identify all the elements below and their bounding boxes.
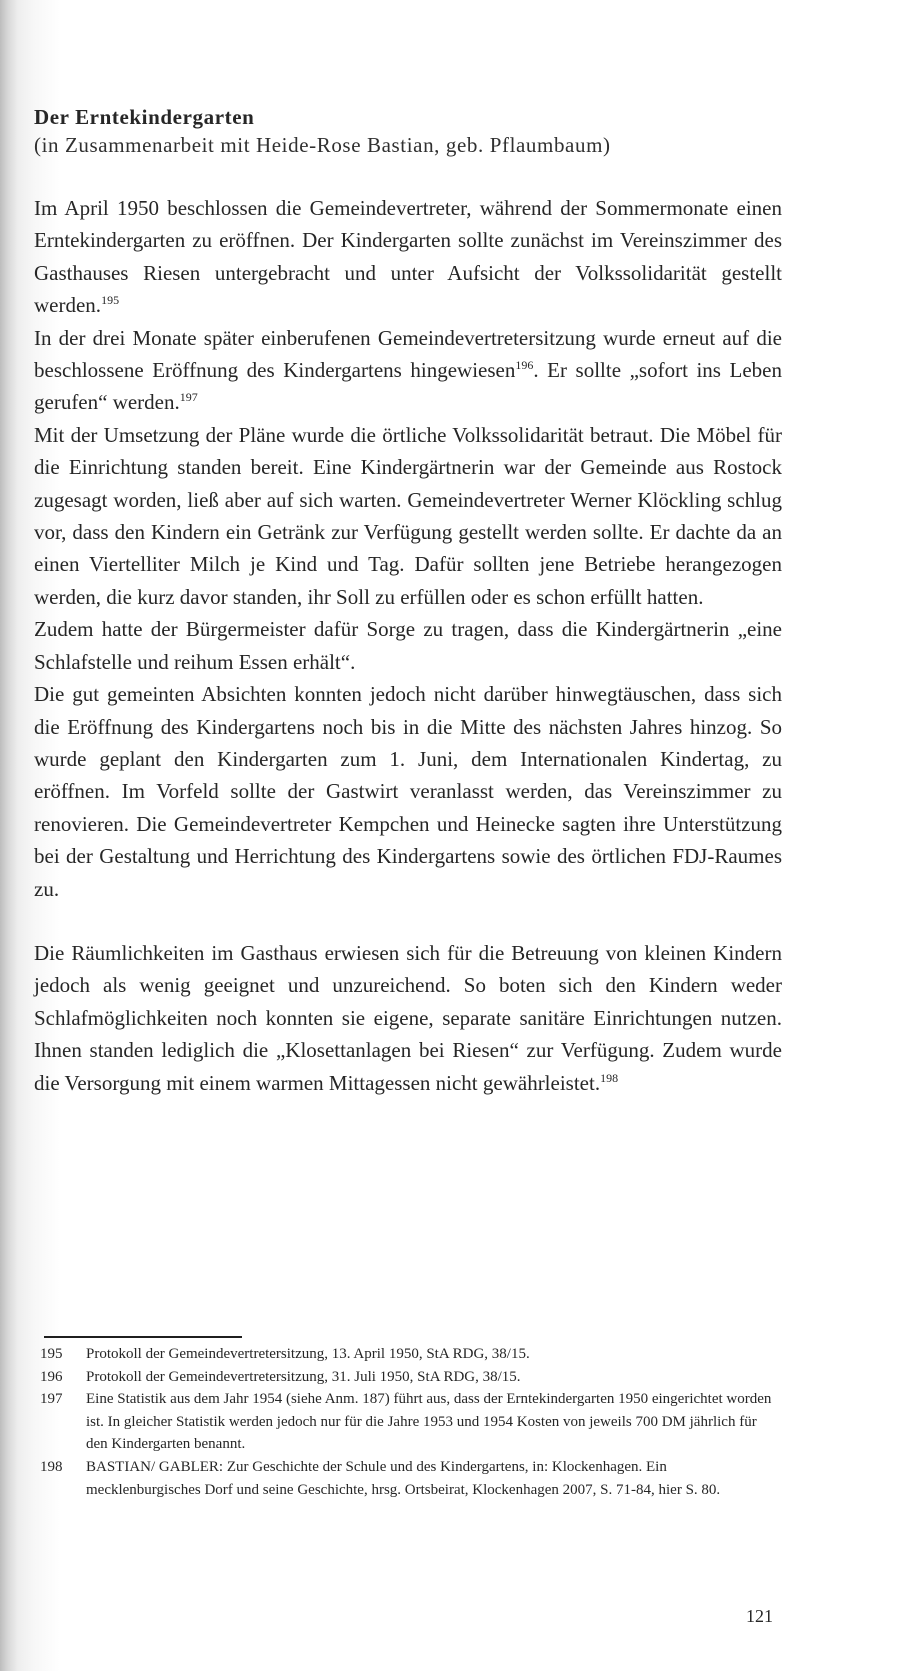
paragraph-6 <box>34 937 782 1099</box>
page-number: 121 <box>746 1606 773 1626</box>
footnote-number: 196 <box>40 1368 63 1385</box>
footnote <box>40 1456 780 1501</box>
paragraph-text: Im April 1950 beschlossen die Gemeindevertreter, während der Sommermonate einen Erntekindergarten zu eröffnen. Der Kindergarten sollte zunächst im Vereinszimmer des Gasthauses Riesen untergebracht und unter Aufsicht der Volkssolidarität gestellt werden. <box>34 196 782 318</box>
paragraph-2 <box>34 322 782 419</box>
main-text <box>34 104 782 1099</box>
footnote-text: BASTIAN/ GABLER: Zur Geschichte der Schule und des Kindergartens, in: Klockenhagen. Ein mecklenburgisches Dorf und seine Geschichte, hrsg. Ortsbeirat, Klockenhagen 2007, S. 71-84, hier S. 80. <box>86 1458 721 1498</box>
footnote-number: 197 <box>40 1391 63 1408</box>
footnote-text: Protokoll der Gemeindevertretersitzung, 13. April 1950, StA RDG, 38/15. <box>86 1346 530 1362</box>
paragraph-5 <box>34 678 782 905</box>
section-subheading: (in Zusammenarbeit mit Heide-Rose Bastian, geb. Pflaumbaum) <box>34 133 611 157</box>
footnote-number: 198 <box>40 1458 63 1475</box>
footnote-divider <box>44 1336 242 1338</box>
paragraph-text: Mit der Umsetzung der Pläne wurde die örtliche Volkssolidarität betraut. Die Möbel für die Einrichtung standen bereit. Eine Kindergärtnerin war der Gemeinde aus Rostock zugesagt worden, ließ aber auf sich warten. Gemeindevertreter Werner Klöckling schlug vor, dass den Kindern ein Getränk zur Verfügung gestellt werden sollte. Er dachte da an einen Viertelliter Milch je Kind und Tag. Dafür sollten jene Betriebe herangezogen werden, die kurz davor standen, ihr Soll zu erfüllen oder es schon erfüllt hatten. <box>34 422 782 609</box>
heading-spacer <box>34 158 782 192</box>
paragraph-4 <box>34 613 782 678</box>
footnote-text: Protokoll der Gemeindevertretersitzung, 31. Juli 1950, StA RDG, 38/15. <box>86 1368 521 1385</box>
paragraph-spacer <box>34 905 782 937</box>
footnote-number: 195 <box>40 1346 63 1362</box>
footnote-ref: 197 <box>179 390 198 405</box>
paragraph-text: Zudem hatte der Bürgermeister dafür Sorge zu tragen, dass die Kindergärtnerin „eine Schlafstelle und reihum Essen erhält“. <box>34 617 782 674</box>
footnotes <box>40 1343 780 1501</box>
footnote-ref: 195 <box>101 293 120 308</box>
paragraph-text: Die gut gemeinten Absichten konnten jedoch nicht darüber hinwegtäuschen, dass sich die Eröffnung des Kindergartens noch bis in die Mitte des nächsten Jahres hinzog. So wurde geplant den Kindergarten zum 1. Juni, dem Internationalen Kindertag, zu eröffnen. Im Vorfeld sollte der Gastwirt veranlasst werden, das Vereinszimmer zu renovieren. Die Gemeindevertreter Kempchen und Heinecke sagten ihre Unterstützung bei der Gestaltung und Herrichtung des Kindergartens sowie des örtlichen FDJ-Raumes zu. <box>34 682 782 901</box>
section-heading: Der Erntekindergarten <box>34 105 255 129</box>
paragraph-text: Die Räumlichkeiten im Gasthaus erwiesen sich für die Betreuung von kleinen Kindern jedoch als wenig geeignet und unzureichend. So boten sich den Kindern weder Schlafmöglichkeiten noch konnten sie eigene, separate sanitäre Einrichtungen nutzen. Ihnen standen lediglich die „Klosettanlagen bei Riesen“ zur Verfügung. Zudem wurde die Versorgung mit einem warmen Mittagessen nicht gewährleistet. <box>34 940 782 1095</box>
footnote <box>40 1366 780 1389</box>
footnote-text: Eine Statistik aus dem Jahr 1954 (siehe Anm. 187) führt aus, dass der Erntekindergarten 1950 eingerichtet worden ist. In gleicher Statistik werden jedoch nur für die Jahre 1953 und 1954 Kosten von jeweils 700 DM jährlich für den Kindergarten benannt. <box>86 1391 772 1453</box>
footnote <box>40 1388 780 1456</box>
footnote <box>40 1343 780 1366</box>
footnote-ref: 196 <box>515 358 534 373</box>
footnote-ref: 198 <box>600 1070 619 1085</box>
paragraph-text: . Er sollte „sofort ins Leben gerufen“ werden. <box>34 358 782 415</box>
paragraph-3 <box>34 419 782 613</box>
paragraph-1 <box>34 192 782 322</box>
paragraph-text: In der drei Monate später einberufenen Gemeindevertretersitzung wurde erneut auf die beschlossene Eröffnung des Kindergartens hingewiesen <box>34 325 782 383</box>
